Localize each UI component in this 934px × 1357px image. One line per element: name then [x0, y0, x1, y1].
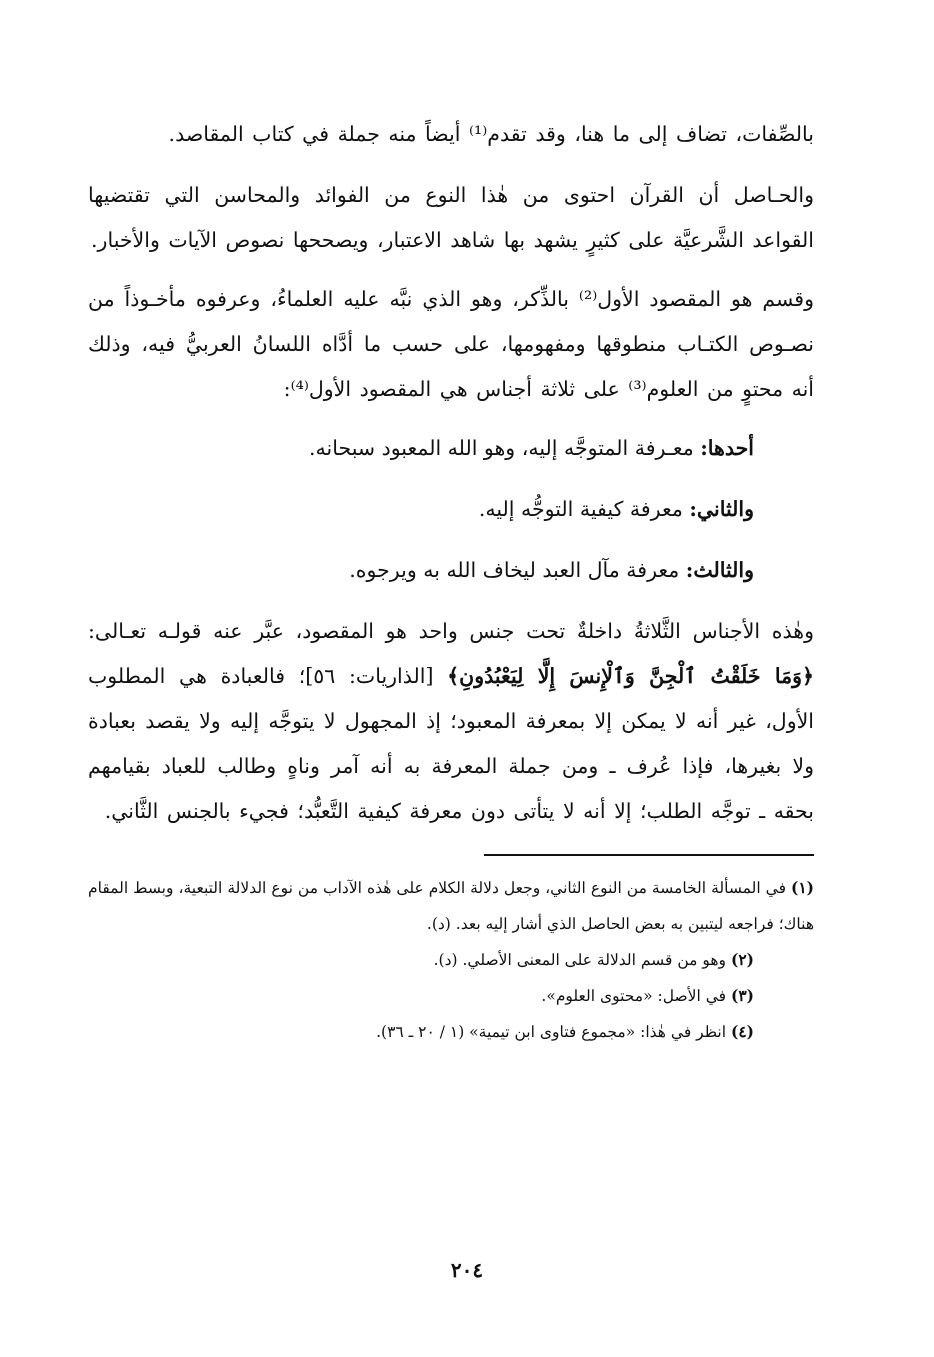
paragraph-4-intro: وهٰذه الأجناس الثَّلاثةُ داخلةٌ تحت جنس واحد هو المقصود، عبَّر عنه قولـه تعـالى:	[88, 619, 814, 643]
list-item-text: معرفة كيفية التوجُّه إليه.	[478, 497, 690, 521]
list-item-second	[88, 487, 754, 532]
footnote-number: (٢)	[730, 950, 754, 969]
list-item-text: معرفة مآل العبد ليخاف الله به ويرجوه.	[349, 558, 686, 582]
footnote-3	[88, 978, 754, 1014]
list-item-text: معـرفة المتوجَّه إليه، وهو الله المعبود سبحانه.	[309, 436, 701, 460]
footnote-text: انظر في هٰذا: «مجموع فتاوى ابن تيمية» (١ / ٢٠ ـ ٣٦).	[376, 1023, 731, 1041]
paragraph-3: وقسم هو المقصود الأول⁽²⁾ بالذِّكر، وهو الذي نبَّه عليه العلماءُ، وعرفوه مأخـوذاً من نصـوص الكتـاب منطوقها ومفهومها، على حسب ما أدَّاه اللسانُ العربيُّ فيه، وذلك أنه محتوٍ من العلوم⁽³⁾ على ثلاثة أجناس هي المقصود الأول⁽⁴⁾:	[88, 287, 814, 401]
footnote-text: وهو من قسم الدلالة على المعنى الأصلي. (د).	[433, 951, 731, 969]
paragraph-4-body: ؛ فالعبادة هي المطلوب الأول، غير أنه لا يمكن إلا بمعرفة المعبود؛ إذ المجهول لا يتوجَّه إليه ولا يقصد بعبادة ولا بغيرها، فإذا عُرف ـ ومن جملة المعرفة به أنه آمر وناهٍ وطالب للعباد بقيامهم بحقه ـ توجَّه الطلب؛ إلا أنه لا يتأتى دون معرفة كيفية التَّعبُّد؛ فجيء بالجنس الثَّاني.	[88, 664, 814, 823]
footnote-1	[88, 870, 814, 942]
page-body	[88, 112, 814, 1050]
list-item-head: والثالث:	[685, 558, 754, 582]
footnote-text: في المسألة الخامسة من النوع الثاني، وجعل دلالة الكلام على هٰذه الآداب من نوع الدلالة التبعية، وبسط المقام هناك؛ فراجعه ليتبين به بعض الحاصل الذي أشار إليه بعد. (د).	[88, 879, 814, 933]
verse-reference: [الذاريات: ٥٦]	[305, 664, 448, 688]
paragraph-2: والحـاصل أن القرآن احتوى من هٰذا النوع من الفوائد والمحاسن التي تقتضيها القواعد الشَّرعيَّة على كثيرٍ يشهد بها شاهد الاعتبار، ويصححها نصوص الآيات والأخبار.	[88, 183, 814, 252]
footnote-4	[88, 1014, 754, 1050]
footnote-2	[88, 942, 754, 978]
list-item-head: والثاني:	[689, 497, 754, 521]
footnote-number: (١)	[790, 878, 814, 897]
footnote-text: في الأصل: «محتوى العلوم».	[541, 987, 731, 1005]
footnote-number: (٣)	[730, 986, 754, 1005]
paragraph-4	[88, 609, 814, 834]
footnote-divider	[484, 854, 814, 856]
list-item-head: أحدها:	[700, 436, 754, 460]
list-item-third	[88, 548, 754, 593]
paragraph-1: بالصِّفات، تضاف إلى ما هنا، وقد تقدم⁽¹⁾ أيضاً منه جملة في كتاب المقاصد.	[168, 122, 814, 146]
page-number: ٢٠٤	[450, 1258, 484, 1282]
list-item-first	[88, 426, 754, 471]
quran-verse: ﴿وَمَا خَلَقْتُ ٱلْجِنَّ وَٱلْإِنسَ إِلَّا لِيَعْبُدُونِ﴾	[447, 664, 814, 688]
footnote-number: (٤)	[730, 1022, 754, 1041]
